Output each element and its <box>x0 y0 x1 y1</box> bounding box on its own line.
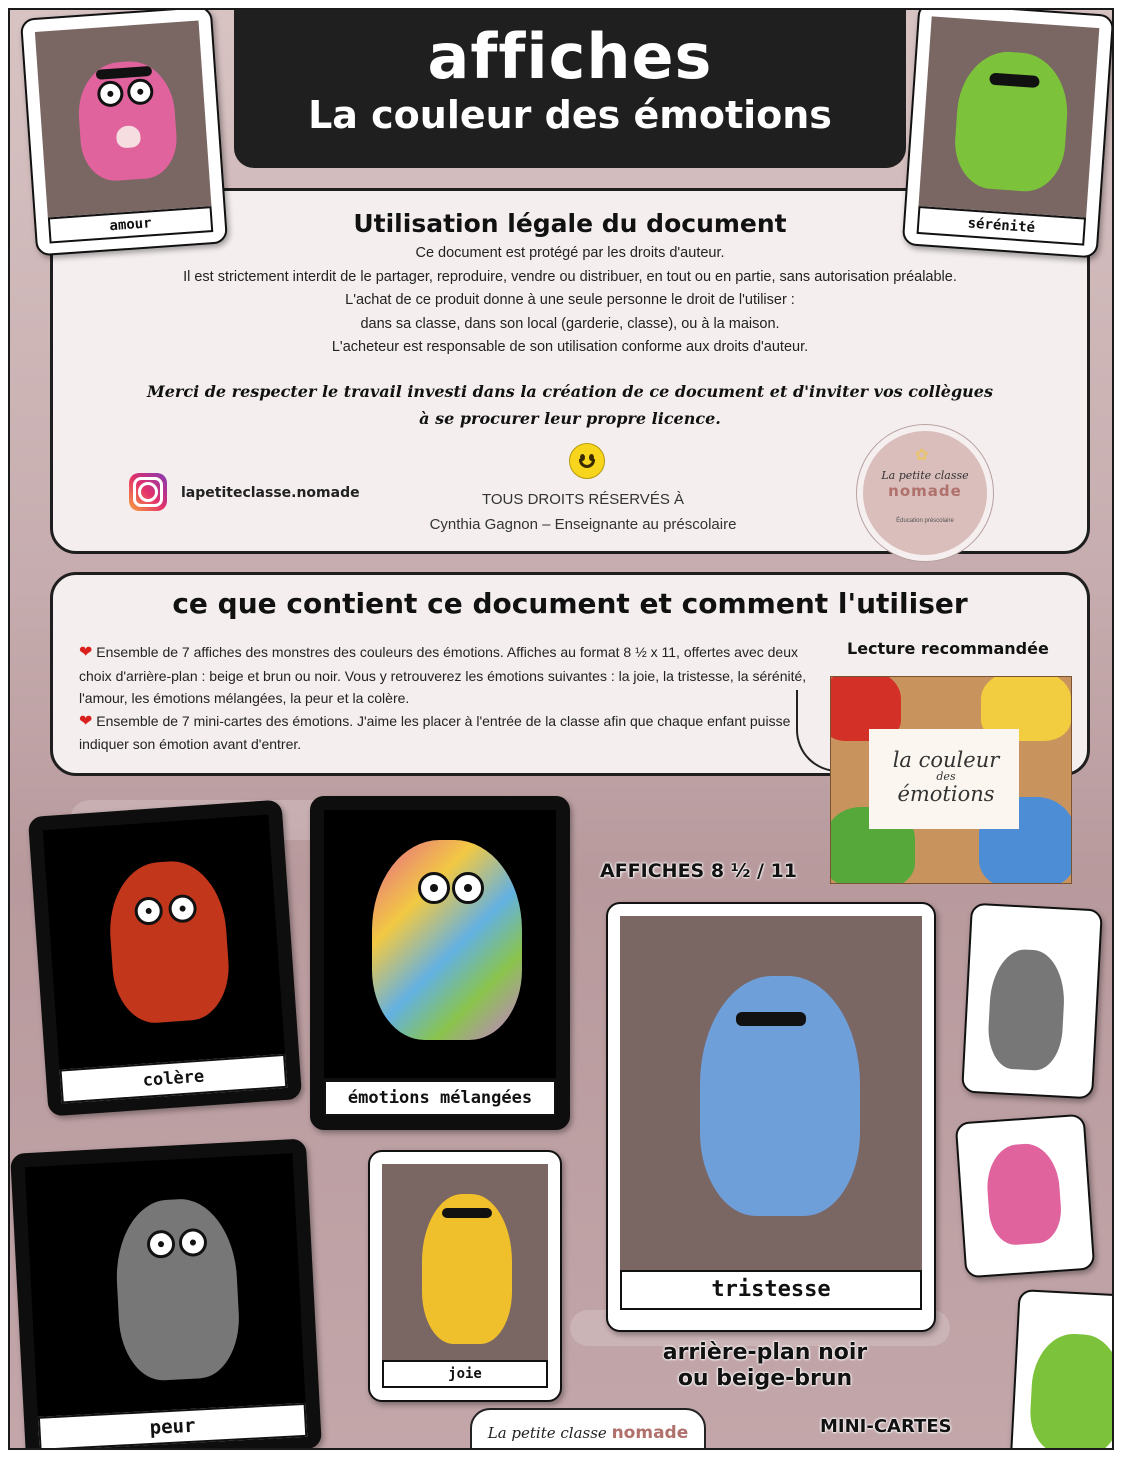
thanks-line: Merci de respecter le travail investi dans la création de ce document et d'inviter vos collègues <box>147 381 993 401</box>
card-art <box>35 21 212 218</box>
recommended-reading-label: Lecture recommandée <box>847 639 1049 658</box>
heart-icon: ❤ <box>79 644 93 661</box>
mini-card-pink[interactable] <box>955 1114 1096 1279</box>
poster-card-colere[interactable] <box>28 800 302 1117</box>
card-label: peur <box>38 1403 307 1450</box>
footer-brand <box>470 1408 706 1450</box>
logo-text: Éducation préscolaire <box>896 518 954 524</box>
contents-item: Ensemble de 7 affiches des monstres des couleurs des émotions. Affiches au format 8 ½ x 11, offertes avec deux choix d'arrière-plan : beige et brun ou noir. Vous y retrouverez les émotions suivantes : la joie, la tristesse, la sérénité, l'amour, les émotions mélangées, la peur et la colère. <box>79 644 807 706</box>
flower-icon: ✿ <box>915 445 929 464</box>
heart-icon: ❤ <box>79 712 93 730</box>
poster-card-tristesse[interactable] <box>606 902 936 1332</box>
background-options-label <box>610 1340 920 1392</box>
contents-item: Ensemble de 7 mini-cartes des émotions. J'aime les placer à l'entrée de la classe afin que chaque enfant puisse indiquer son émotion avant d'entrer. <box>79 712 791 752</box>
logo-text: La petite classe <box>881 469 969 482</box>
contents-heading: ce que contient ce document et comment l'utiliser <box>172 587 968 620</box>
card-label: joie <box>382 1360 548 1388</box>
brow-shape <box>736 1012 806 1026</box>
pink-monster-illustration <box>984 1142 1063 1247</box>
brand-logo <box>857 425 993 561</box>
mini-card-grey[interactable] <box>961 903 1103 1100</box>
thanks-message <box>53 378 1087 432</box>
eye-icon <box>452 872 484 904</box>
card-art <box>918 16 1099 217</box>
legal-text <box>53 242 1087 360</box>
card-label: tristesse <box>620 1270 922 1310</box>
legal-line: Ce document est protégé par les droits d'auteur. <box>415 245 725 261</box>
book-title-line: la couleur <box>892 748 1000 772</box>
grey-monster-illustration <box>113 1196 242 1382</box>
poster-card-serenite[interactable] <box>902 8 1114 259</box>
heart-icon <box>116 125 141 149</box>
contents-text <box>79 641 817 756</box>
card-art <box>25 1153 306 1417</box>
book-title-line: émotions <box>897 782 995 806</box>
red-monster-illustration <box>105 858 232 1026</box>
book-title-line: des <box>936 770 956 783</box>
brow-shape <box>442 1208 492 1218</box>
author-line: Cynthia Gagnon – Enseignante au préscolaire <box>429 516 737 533</box>
smiley-icon <box>569 443 605 479</box>
poster-card-amour[interactable] <box>20 8 228 256</box>
legal-line: Il est strictement interdit de le partager, reproduire, vendre ou distribuer, en tout ou en partie, sans autorisation préalable. <box>183 268 957 285</box>
background-option: arrière-plan noir <box>662 1340 868 1365</box>
footer-text: La petite classe <box>487 1424 607 1442</box>
page-title: affiches <box>427 20 713 93</box>
rights-line: TOUS DROITS RÉSERVÉS À <box>482 491 684 508</box>
card-art <box>382 1164 548 1360</box>
legal-line: L'acheteur est responsable de son utilisation conforme aux droits d'auteur. <box>331 339 809 355</box>
poster-page <box>8 8 1114 1450</box>
mini-cards-label: MINI-CARTES <box>820 1416 952 1437</box>
card-label: sérénité <box>917 206 1087 246</box>
card-art <box>324 810 556 1078</box>
card-label: colère <box>60 1054 288 1104</box>
card-label: amour <box>48 206 213 243</box>
book-cover <box>830 676 1072 884</box>
multicolor-monster-illustration <box>372 840 522 1040</box>
poster-card-joie[interactable] <box>368 1150 562 1402</box>
legal-line: L'achat de ce produit donne à une seule personne le droit de l'utiliser : <box>345 292 795 308</box>
format-label: AFFICHES 8 ½ / 11 <box>600 860 797 882</box>
instagram-handle[interactable]: lapetiteclasse.nomade <box>181 485 360 501</box>
grey-monster-illustration <box>986 948 1066 1072</box>
card-art <box>620 916 922 1270</box>
book-title <box>871 749 1021 805</box>
background-option: ou beige-brun <box>677 1366 853 1391</box>
title-banner <box>234 10 906 168</box>
poster-card-emotions-melangees[interactable] <box>310 796 570 1130</box>
eye-icon <box>418 872 450 904</box>
poster-card-peur[interactable] <box>10 1138 322 1450</box>
green-monster-illustration <box>1028 1332 1114 1450</box>
thanks-line: à se procurer leur propre licence. <box>419 408 721 428</box>
page-subtitle: La couleur des émotions <box>308 93 832 137</box>
card-art <box>43 814 285 1069</box>
instagram-icon <box>129 473 167 511</box>
green-monster-illustration <box>952 49 1071 194</box>
legal-heading: Utilisation légale du document <box>353 209 787 238</box>
legal-line: dans sa classe, dans son local (garderie, classe), ou à la maison. <box>360 315 780 332</box>
logo-text: nomade <box>888 482 962 500</box>
card-label: émotions mélangées <box>324 1080 556 1116</box>
mini-card-green[interactable] <box>1009 1289 1114 1450</box>
footer-text: nomade <box>611 1423 689 1443</box>
